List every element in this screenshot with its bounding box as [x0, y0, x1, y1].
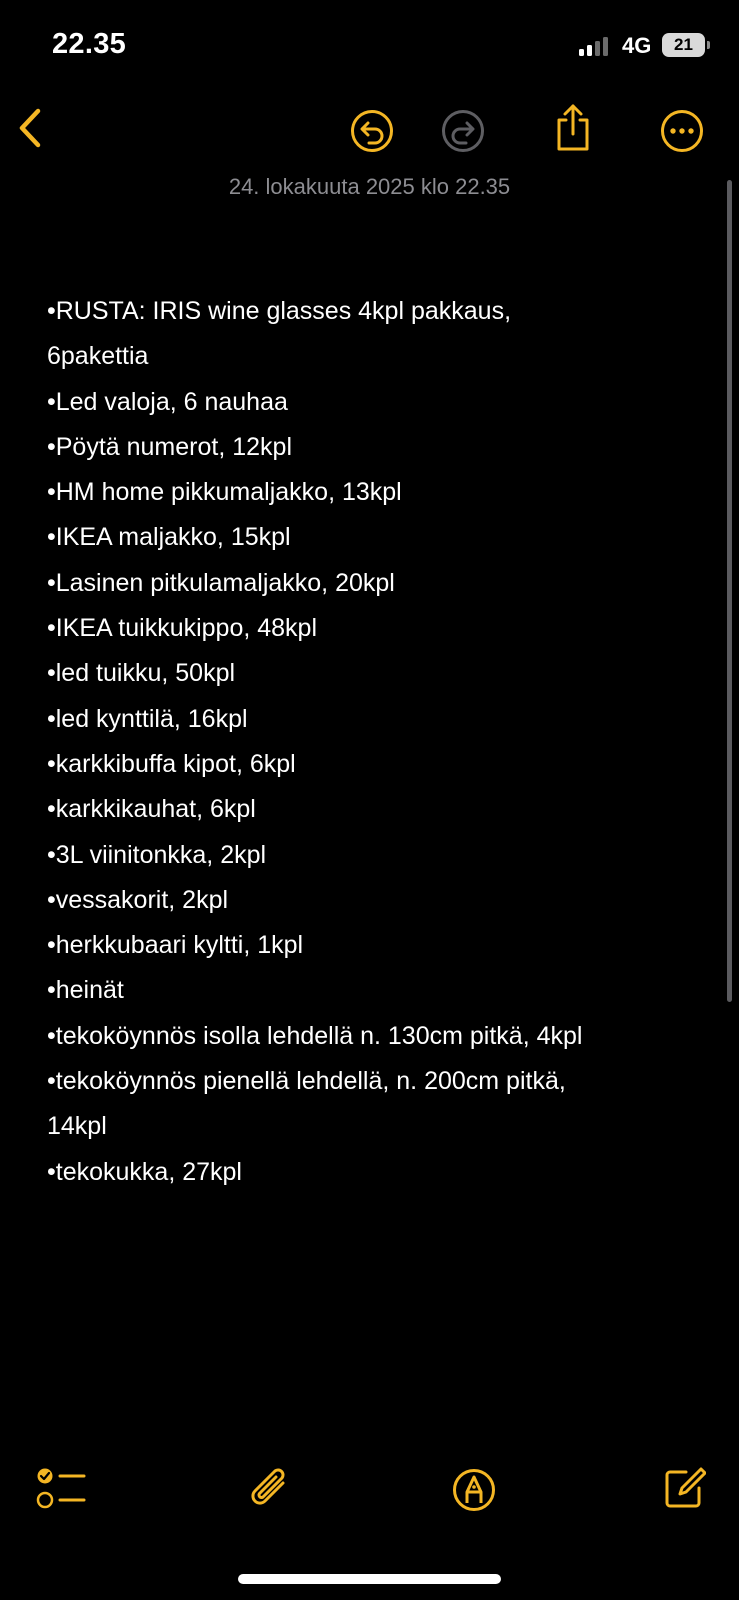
- cellular-signal-icon: [579, 36, 615, 56]
- pen-markup-icon[interactable]: [452, 1468, 496, 1512]
- compose-icon[interactable]: [662, 1466, 706, 1512]
- note-line: •karkkikauhat, 6kpl: [47, 795, 256, 824]
- chevron-left-icon[interactable]: [14, 106, 46, 150]
- paperclip-icon[interactable]: [248, 1466, 292, 1512]
- status-time: 22.35: [52, 28, 127, 60]
- scrollbar[interactable]: [727, 180, 732, 1002]
- note-line: •led tuikku, 50kpl: [47, 659, 236, 688]
- note-line: •Pöytä numerot, 12kpl: [47, 432, 292, 461]
- note-date: 24. lokakuuta 2025 klo 22.35: [228, 174, 511, 199]
- note-line: •3L viinitonkka, 2kpl: [47, 840, 267, 869]
- share-icon[interactable]: [551, 103, 595, 153]
- note-line: •karkkibuffa kipot, 6kpl: [47, 749, 296, 778]
- note-line: •heinät: [47, 976, 124, 1005]
- home-indicator[interactable]: [238, 1574, 501, 1584]
- note-line: •herkkubaari kyltti, 1kpl: [47, 931, 304, 960]
- note-line: •HM home pikkumaljakko, 13kpl: [47, 478, 402, 507]
- redo-icon[interactable]: [441, 109, 485, 153]
- note-line: •IKEA tuikkukippo, 48kpl: [47, 614, 318, 643]
- checklist-icon[interactable]: [36, 1467, 86, 1511]
- note-line: •Led valoja, 6 nauhaa: [47, 387, 288, 416]
- note-line: •IKEA maljakko, 15kpl: [47, 523, 291, 552]
- note-line: •Lasinen pitkulamaljakko, 20kpl: [47, 568, 395, 597]
- network-type: 4G: [622, 33, 652, 58]
- note-line: •RUSTA: IRIS wine glasses 4kpl pakkaus,: [47, 297, 512, 325]
- note-line: 14kpl: [47, 1112, 107, 1141]
- battery-tip: [707, 41, 710, 49]
- battery-icon: [662, 33, 710, 58]
- note-body[interactable]: [47, 289, 687, 1195]
- note-line: •tekoköynnös isolla lehdellä n. 130cm pitkä, 4kpl: [47, 1021, 583, 1050]
- more-icon[interactable]: [660, 109, 704, 153]
- battery-level: 21: [662, 33, 705, 57]
- note-line: •tekokukka, 27kpl: [47, 1157, 242, 1186]
- note-line: 6pakettia: [47, 342, 149, 371]
- status-bar: [0, 0, 739, 92]
- note-line: •tekoköynnös pienellä lehdellä, n. 200cm pitkä,: [47, 1067, 566, 1096]
- undo-icon[interactable]: [350, 109, 394, 153]
- note-line: •vessakorit, 2kpl: [47, 885, 229, 914]
- note-line: •led kynttilä, 16kpl: [47, 704, 248, 733]
